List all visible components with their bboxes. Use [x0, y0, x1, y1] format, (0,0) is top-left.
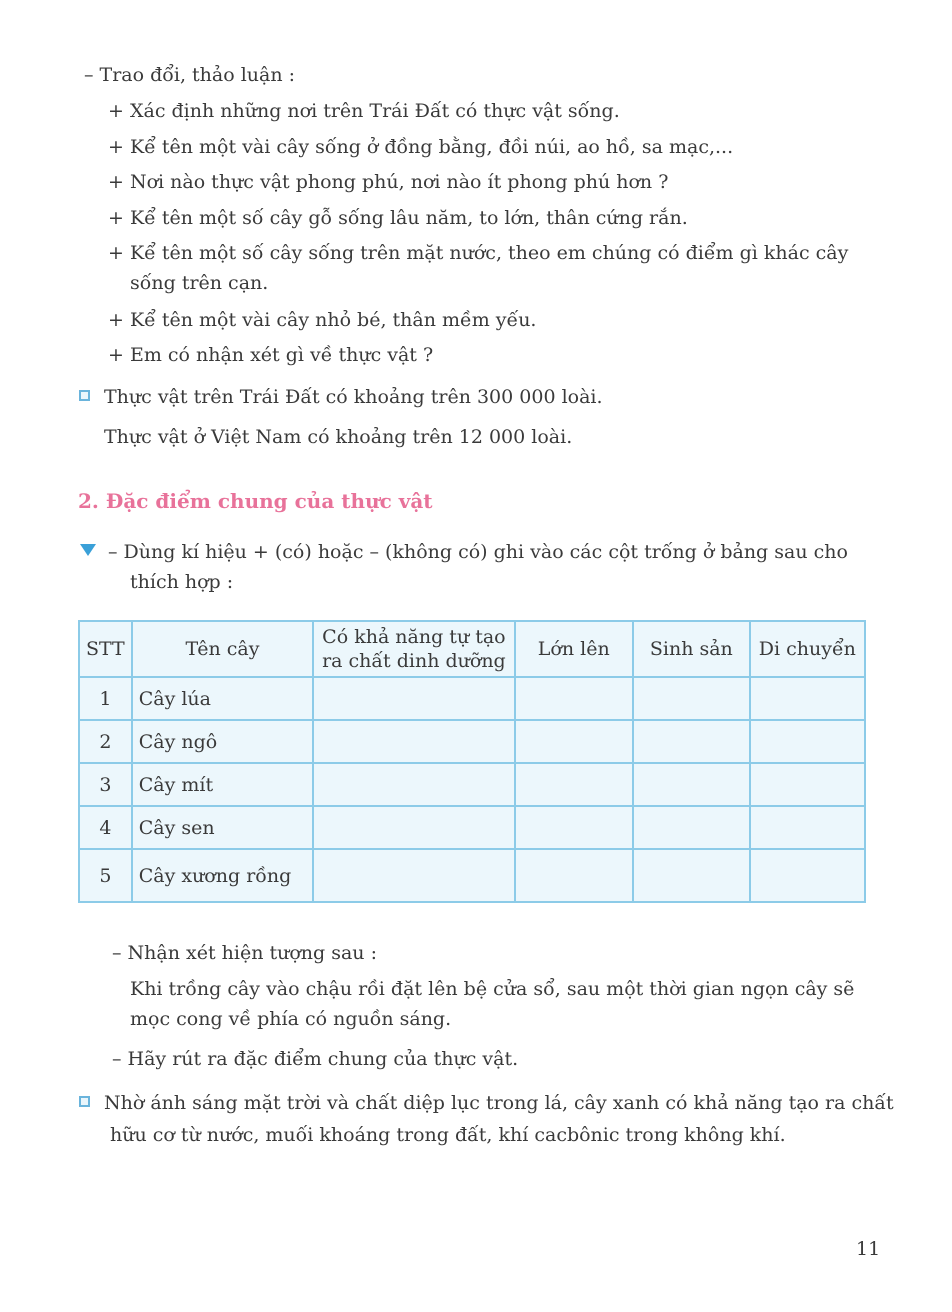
empty-cell[interactable]: [750, 720, 865, 763]
empty-cell[interactable]: [633, 763, 750, 806]
empty-cell[interactable]: [515, 849, 633, 902]
discussion-item: + Kể tên một số cây sống trên mặt nước, theo em chúng có điểm gì khác cây: [108, 242, 849, 264]
table-header-row: [79, 621, 865, 677]
header-movement: Di chuyển: [750, 621, 865, 677]
empty-cell[interactable]: [313, 720, 514, 763]
discussion-item: + Kể tên một vài cây nhỏ bé, thân mềm yếu.: [108, 309, 537, 331]
observe-text: Khi trồng cây vào chậu rồi đặt lên bệ cửa sổ, sau một thời gian ngọn cây sẽ: [130, 978, 855, 1000]
empty-cell[interactable]: [313, 677, 514, 720]
plant-characteristics-table: [78, 620, 866, 903]
page-number: 11: [856, 1238, 881, 1260]
discussion-item-continued: sống trên cạn.: [130, 272, 269, 294]
row-number: 1: [79, 677, 132, 720]
task-triangle-icon: [80, 544, 96, 556]
discussion-item: + Em có nhận xét gì về thực vật ?: [108, 344, 434, 366]
header-self-nutrition-line2: ra chất dinh dưỡng: [322, 650, 506, 672]
header-growth: Lớn lên: [515, 621, 633, 677]
empty-cell[interactable]: [515, 806, 633, 849]
plant-name: Cây mít: [132, 763, 314, 806]
empty-cell[interactable]: [750, 763, 865, 806]
row-number: 5: [79, 849, 132, 902]
header-reproduction: Sinh sản: [633, 621, 750, 677]
discussion-intro: – Trao đổi, thảo luận :: [84, 64, 296, 86]
empty-cell[interactable]: [750, 849, 865, 902]
plant-name: Cây xương rồng: [132, 849, 314, 902]
row-number: 4: [79, 806, 132, 849]
table-row: [79, 720, 865, 763]
empty-cell[interactable]: [515, 720, 633, 763]
fact-species-world: Thực vật trên Trái Đất có khoảng trên 300 000 loài.: [104, 386, 603, 408]
table-row: [79, 763, 865, 806]
plant-name: Cây sen: [132, 806, 314, 849]
discussion-item: + Kể tên một vài cây sống ở đồng bằng, đồi núi, ao hồ, sa mạc,...: [108, 136, 734, 158]
empty-cell[interactable]: [313, 806, 514, 849]
photosynthesis-fact-continued: hữu cơ từ nước, muối khoáng trong đất, khí cacbônic trong không khí.: [110, 1124, 786, 1146]
discussion-item: + Nơi nào thực vật phong phú, nơi nào ít phong phú hơn ?: [108, 171, 669, 193]
photosynthesis-fact: Nhờ ánh sáng mặt trời và chất diệp lục trong lá, cây xanh có khả năng tạo ra chất: [104, 1092, 894, 1114]
header-plant-name: Tên cây: [132, 621, 314, 677]
empty-cell[interactable]: [313, 849, 514, 902]
empty-cell[interactable]: [515, 763, 633, 806]
table-row: [79, 849, 865, 902]
header-self-nutrition: [313, 621, 514, 677]
empty-cell[interactable]: [313, 763, 514, 806]
header-self-nutrition-line1: Có khả năng tự tạo: [322, 626, 506, 648]
empty-cell[interactable]: [633, 806, 750, 849]
discussion-item: + Kể tên một số cây gỗ sống lâu năm, to lớn, thân cứng rắn.: [108, 207, 688, 229]
empty-cell[interactable]: [750, 806, 865, 849]
observe-text-continued: mọc cong về phía có nguồn sáng.: [130, 1008, 452, 1030]
empty-cell[interactable]: [633, 849, 750, 902]
row-number: 2: [79, 720, 132, 763]
table-row: [79, 677, 865, 720]
fact-square-icon: [79, 390, 90, 401]
discussion-item: + Xác định những nơi trên Trái Đất có thực vật sống.: [108, 100, 620, 122]
task-instruction-continued: thích hợp :: [130, 571, 234, 593]
observe-intro: – Nhận xét hiện tượng sau :: [112, 942, 377, 964]
plant-name: Cây lúa: [132, 677, 314, 720]
table-row: [79, 806, 865, 849]
empty-cell[interactable]: [633, 677, 750, 720]
empty-cell[interactable]: [515, 677, 633, 720]
task-instruction: – Dùng kí hiệu + (có) hoặc – (không có) ghi vào các cột trống ở bảng sau cho: [108, 541, 848, 563]
fact-species-vietnam: Thực vật ở Việt Nam có khoảng trên 12 000 loài.: [104, 426, 573, 448]
conclude-instruction: – Hãy rút ra đặc điểm chung của thực vật.: [112, 1048, 519, 1070]
fact-square-icon: [79, 1096, 90, 1107]
plant-name: Cây ngô: [132, 720, 314, 763]
row-number: 3: [79, 763, 132, 806]
empty-cell[interactable]: [750, 677, 865, 720]
empty-cell[interactable]: [633, 720, 750, 763]
header-stt: STT: [79, 621, 132, 677]
section-heading: 2. Đặc điểm chung của thực vật: [78, 489, 433, 513]
